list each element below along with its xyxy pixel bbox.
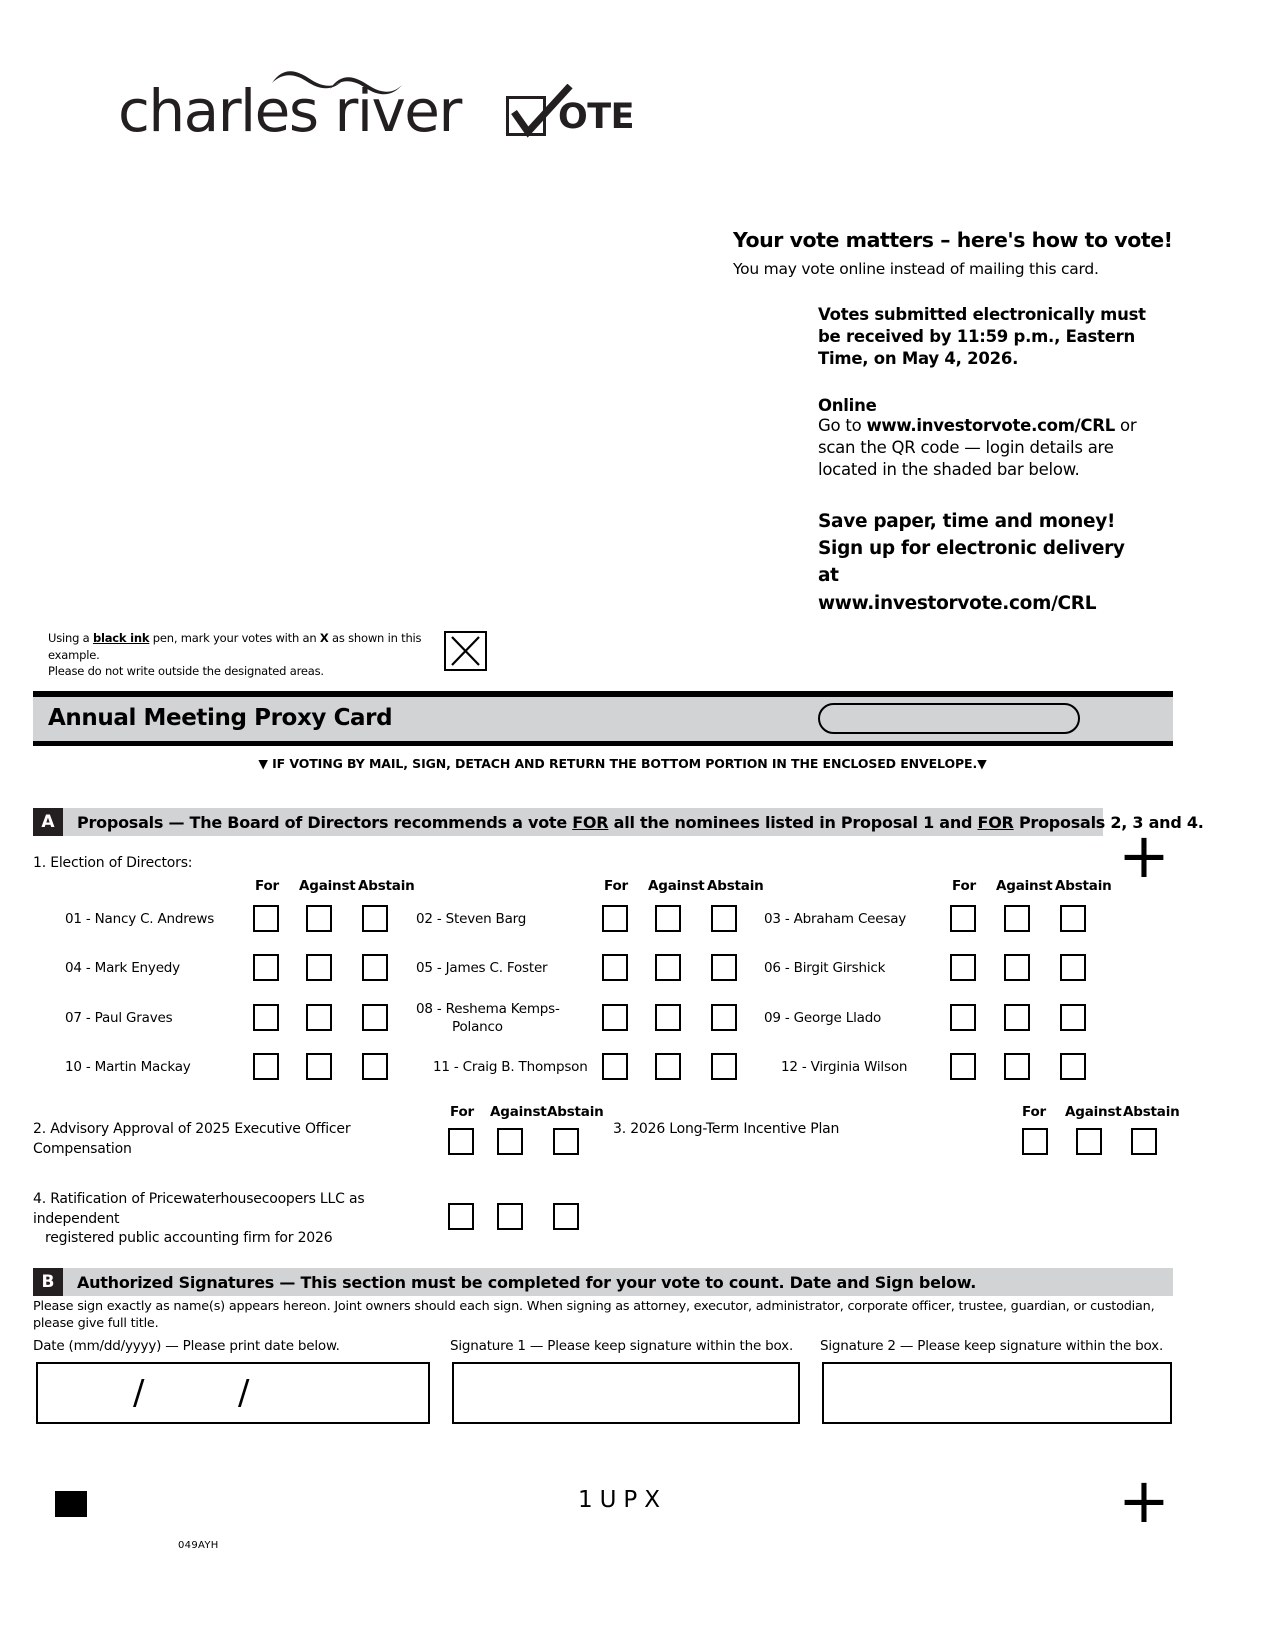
online-label: Online <box>818 395 877 415</box>
nominee-04: 04 - Mark Enyedy <box>65 960 180 976</box>
vote-logo-mark <box>506 84 636 140</box>
nominee-06-against-checkbox[interactable] <box>1004 954 1030 981</box>
registration-mark-bottom: + <box>1118 1464 1170 1537</box>
proposal-2-abstain-checkbox[interactable] <box>553 1128 579 1155</box>
nominee-name: Steven Barg <box>445 911 527 927</box>
proposal-2-against-checkbox[interactable] <box>497 1128 523 1155</box>
online-url: www.investorvote.com/CRL <box>866 415 1116 435</box>
nominee-10-abstain-checkbox[interactable] <box>362 1053 388 1080</box>
online-text-suffix: or scan the QR code — login details are located in the shaded bar below. <box>818 415 1137 479</box>
nominee-02: 02 - Steven Barg <box>416 911 527 927</box>
nominee-number: 10 <box>65 1059 82 1075</box>
nominee-number: 04 <box>65 960 82 976</box>
nominee-11-abstain-checkbox[interactable] <box>711 1053 737 1080</box>
nominee-name: Paul Graves <box>94 1010 173 1026</box>
nominee-name: George Llado <box>793 1010 882 1026</box>
proposal-3-text: 3. 2026 Long-Term Incentive Plan <box>613 1121 840 1137</box>
nominee-02-abstain-checkbox[interactable] <box>711 905 737 932</box>
vote-online-subheading: You may vote online instead of mailing this card. <box>733 260 1099 278</box>
nominee-number: 11 <box>433 1059 450 1075</box>
nominee-09-against-checkbox[interactable] <box>1004 1004 1030 1031</box>
section-a-letter: A <box>33 808 63 836</box>
signature-2-input-box[interactable] <box>822 1362 1172 1424</box>
nominee-02-for-checkbox[interactable] <box>602 905 628 932</box>
pen-text-bold: black ink <box>92 631 150 645</box>
nominee-06-for-checkbox[interactable] <box>950 954 976 981</box>
nominee-04-abstain-checkbox[interactable] <box>362 954 388 981</box>
col-header-abstain: Abstain <box>358 878 415 894</box>
nominee-09: 09 - George Llado <box>764 1010 882 1026</box>
nominee-number: 07 <box>65 1010 82 1026</box>
nominee-number: 05 <box>416 960 433 976</box>
nominee-01-against-checkbox[interactable] <box>306 905 332 932</box>
marking-instructions-line-1 <box>48 630 448 663</box>
nominee-number: 08 <box>416 1001 433 1017</box>
pen-text-x: X <box>319 631 329 645</box>
nominee-03-for-checkbox[interactable] <box>950 905 976 932</box>
form-code: 1UPX <box>577 1487 668 1513</box>
nominee-name: Nancy C. Andrews <box>94 911 215 927</box>
nominee-12-for-checkbox[interactable] <box>950 1053 976 1080</box>
nominee-07-against-checkbox[interactable] <box>306 1004 332 1031</box>
nominee-number: 12 <box>781 1059 798 1075</box>
vote-logo-text: OTE <box>558 97 635 137</box>
online-instructions <box>818 415 1148 481</box>
signature-note: Please sign exactly as name(s) appears hereon. Joint owners should each sign. When signing as attorney, executor, administrator, corporate officer, trustee, guardian, or custodian, please give full title. <box>33 1299 1155 1332</box>
proposal-3-for-checkbox[interactable] <box>1022 1128 1048 1155</box>
proposal-3-abstain-checkbox[interactable] <box>1131 1128 1157 1155</box>
nominee-10-for-checkbox[interactable] <box>253 1053 279 1080</box>
pen-text-a: Using a <box>48 631 93 645</box>
section-a-title-part-3: Proposals 2, 3 and 4. <box>1013 813 1204 832</box>
section-a-title-part-2: all the nominees listed in Proposal 1 and <box>608 813 978 832</box>
nominee-name: Martin Mackay <box>94 1059 191 1075</box>
col-header-abstain: Abstain <box>707 878 764 894</box>
nominee-08-against-checkbox[interactable] <box>655 1004 681 1031</box>
nominee-number: 09 <box>764 1010 781 1026</box>
electronic-deadline-text: Votes submitted electronically must be received by 11:59 p.m., Eastern Time, on May 4, 2026. <box>818 305 1146 368</box>
save-paper-line-1: Save paper, time and money! <box>818 510 1116 532</box>
col-header-for: For <box>450 1104 475 1120</box>
online-text-prefix: Go to <box>818 415 867 435</box>
nominee-07-for-checkbox[interactable] <box>253 1004 279 1031</box>
date-separator-1: / <box>133 1373 145 1413</box>
nominee-11: 11 - Craig B. Thompson <box>433 1059 588 1075</box>
marking-instructions-line-2: Please do not write outside the designated areas. <box>48 664 324 679</box>
nominee-04-against-checkbox[interactable] <box>306 954 332 981</box>
job-number: 049AYH <box>178 1540 219 1551</box>
section-a-bar <box>33 808 1204 836</box>
nominee-name: Birgit Girshick <box>793 960 886 976</box>
proposal-1-label: 1. Election of Directors: <box>33 855 193 871</box>
nominee-name: Reshema Kemps- <box>445 1001 560 1017</box>
section-b-letter: B <box>33 1268 63 1296</box>
nominee-11-for-checkbox[interactable] <box>602 1053 628 1080</box>
date-input-box[interactable] <box>36 1362 430 1424</box>
date-separator-2: / <box>238 1373 250 1413</box>
nominee-name: Mark Enyedy <box>94 960 180 976</box>
col-header-abstain: Abstain <box>1055 878 1112 894</box>
nominee-08-for-checkbox[interactable] <box>602 1004 628 1031</box>
nominee-name: Craig B. Thompson <box>462 1059 588 1075</box>
nominee-06-abstain-checkbox[interactable] <box>1060 954 1086 981</box>
col-header-against: Against <box>996 878 1053 894</box>
vote-instructions-panel <box>733 228 1173 617</box>
page-title: Annual Meeting Proxy Card <box>48 705 393 731</box>
nominee-10: 10 - Martin Mackay <box>65 1059 191 1075</box>
col-header-for: For <box>604 878 629 894</box>
proposal-4-text <box>33 1190 433 1249</box>
logo-wordmark: charles river <box>118 77 461 145</box>
nominee-05-for-checkbox[interactable] <box>602 954 628 981</box>
nominee-name-cont: Polanco <box>452 1019 503 1036</box>
signature-2-label: Signature 2 — Please keep signature within the box. <box>820 1338 1164 1354</box>
charles-river-vote-logo <box>118 62 638 157</box>
nominee-11-against-checkbox[interactable] <box>655 1053 681 1080</box>
nominee-03-abstain-checkbox[interactable] <box>1060 905 1086 932</box>
x-mark-icon <box>446 633 485 669</box>
save-paper-url: www.investorvote.com/CRL <box>818 592 1097 614</box>
nominee-01-abstain-checkbox[interactable] <box>362 905 388 932</box>
proposal-4-for-checkbox[interactable] <box>448 1203 474 1230</box>
signature-1-input-box[interactable] <box>452 1362 800 1424</box>
section-a-for-2: FOR <box>977 813 1014 832</box>
nominee-12-against-checkbox[interactable] <box>1004 1053 1030 1080</box>
nominee-name: James C. Foster <box>445 960 548 976</box>
col-header-against: Against <box>299 878 356 894</box>
nominee-01-for-checkbox[interactable] <box>253 905 279 932</box>
nominee-05: 05 - James C. Foster <box>416 960 548 976</box>
title-rule-bottom <box>33 741 1173 746</box>
section-b-bar <box>33 1268 1173 1296</box>
col-header-for: For <box>1022 1104 1047 1120</box>
nominee-06: 06 - Birgit Girshick <box>764 960 886 976</box>
section-b-title: Authorized Signatures — This section must be completed for your vote to count. Date and Sign below. <box>77 1273 977 1292</box>
proposal-2-text: 2. Advisory Approval of 2025 Executive Officer Compensation <box>33 1121 351 1157</box>
nominee-12: 12 - Virginia Wilson <box>781 1059 908 1075</box>
nominee-name: Virginia Wilson <box>810 1059 908 1075</box>
nominee-09-for-checkbox[interactable] <box>950 1004 976 1031</box>
section-a-title <box>77 813 1204 832</box>
proxy-card-title-bar <box>33 697 1173 741</box>
nominee-number: 02 <box>416 911 433 927</box>
date-field-label: Date (mm/dd/yyyy) — Please print date below. <box>33 1338 340 1354</box>
nominee-07: 07 - Paul Graves <box>65 1010 173 1026</box>
nominee-02-against-checkbox[interactable] <box>655 905 681 932</box>
save-paper-block <box>818 508 1148 618</box>
pen-text-b: pen, mark your votes with an <box>149 631 320 645</box>
proposal-4-text-line-2: registered public accounting firm for 2026 <box>45 1230 333 1247</box>
col-header-against: Against <box>1065 1104 1122 1120</box>
col-header-against: Against <box>490 1104 547 1120</box>
nominee-05-abstain-checkbox[interactable] <box>711 954 737 981</box>
nominee-number: 03 <box>764 911 781 927</box>
example-marked-checkbox <box>444 631 487 671</box>
col-header-abstain: Abstain <box>1123 1104 1180 1120</box>
signature-1-label: Signature 1 — Please keep signature within the box. <box>450 1338 794 1354</box>
pen-text-c: as shown in this example. <box>48 631 422 662</box>
nominee-12-abstain-checkbox[interactable] <box>1060 1053 1086 1080</box>
nominee-01: 01 - Nancy C. Andrews <box>65 911 215 927</box>
section-a-title-part-1: Proposals — The Board of Directors recommends a vote <box>77 813 573 832</box>
registration-mark-top: + <box>1118 819 1170 892</box>
nominee-03-against-checkbox[interactable] <box>1004 905 1030 932</box>
mail-instruction-note: ▼ IF VOTING BY MAIL, SIGN, DETACH AND RETURN THE BOTTOM PORTION IN THE ENCLOSED ENVELOPE.▼ <box>258 756 987 771</box>
col-header-against: Against <box>648 878 705 894</box>
nominee-number: 06 <box>764 960 781 976</box>
nominee-09-abstain-checkbox[interactable] <box>1060 1004 1086 1031</box>
proposal-4-text-line-1: 4. Ratification of Pricewaterhousecoopers LLC as independent <box>33 1191 365 1227</box>
nominee-10-against-checkbox[interactable] <box>306 1053 332 1080</box>
col-header-abstain: Abstain <box>547 1104 604 1120</box>
nominee-08: 08 - Reshema Kemps- Polanco <box>416 1001 560 1036</box>
nominee-03: 03 - Abraham Ceesay <box>764 911 907 927</box>
nominee-name: Abraham Ceesay <box>793 911 907 927</box>
col-header-for: For <box>952 878 977 894</box>
col-header-for: For <box>255 878 280 894</box>
proposal-2-for-checkbox[interactable] <box>448 1128 474 1155</box>
control-number-field[interactable] <box>818 703 1080 734</box>
save-paper-line-2: Sign up for electronic delivery at <box>818 538 1125 587</box>
vote-matters-heading: Your vote matters – here's how to vote! <box>733 228 1173 252</box>
nominee-04-for-checkbox[interactable] <box>253 954 279 981</box>
section-a-for-1: FOR <box>572 813 609 832</box>
proposal-4-abstain-checkbox[interactable] <box>553 1203 579 1230</box>
marking-instructions <box>48 630 448 680</box>
nominee-number: 01 <box>65 911 82 927</box>
nominee-07-abstain-checkbox[interactable] <box>362 1004 388 1031</box>
nominee-05-against-checkbox[interactable] <box>655 954 681 981</box>
nominee-08-abstain-checkbox[interactable] <box>711 1004 737 1031</box>
proposal-3-against-checkbox[interactable] <box>1076 1128 1102 1155</box>
proposal-4-against-checkbox[interactable] <box>497 1203 523 1230</box>
